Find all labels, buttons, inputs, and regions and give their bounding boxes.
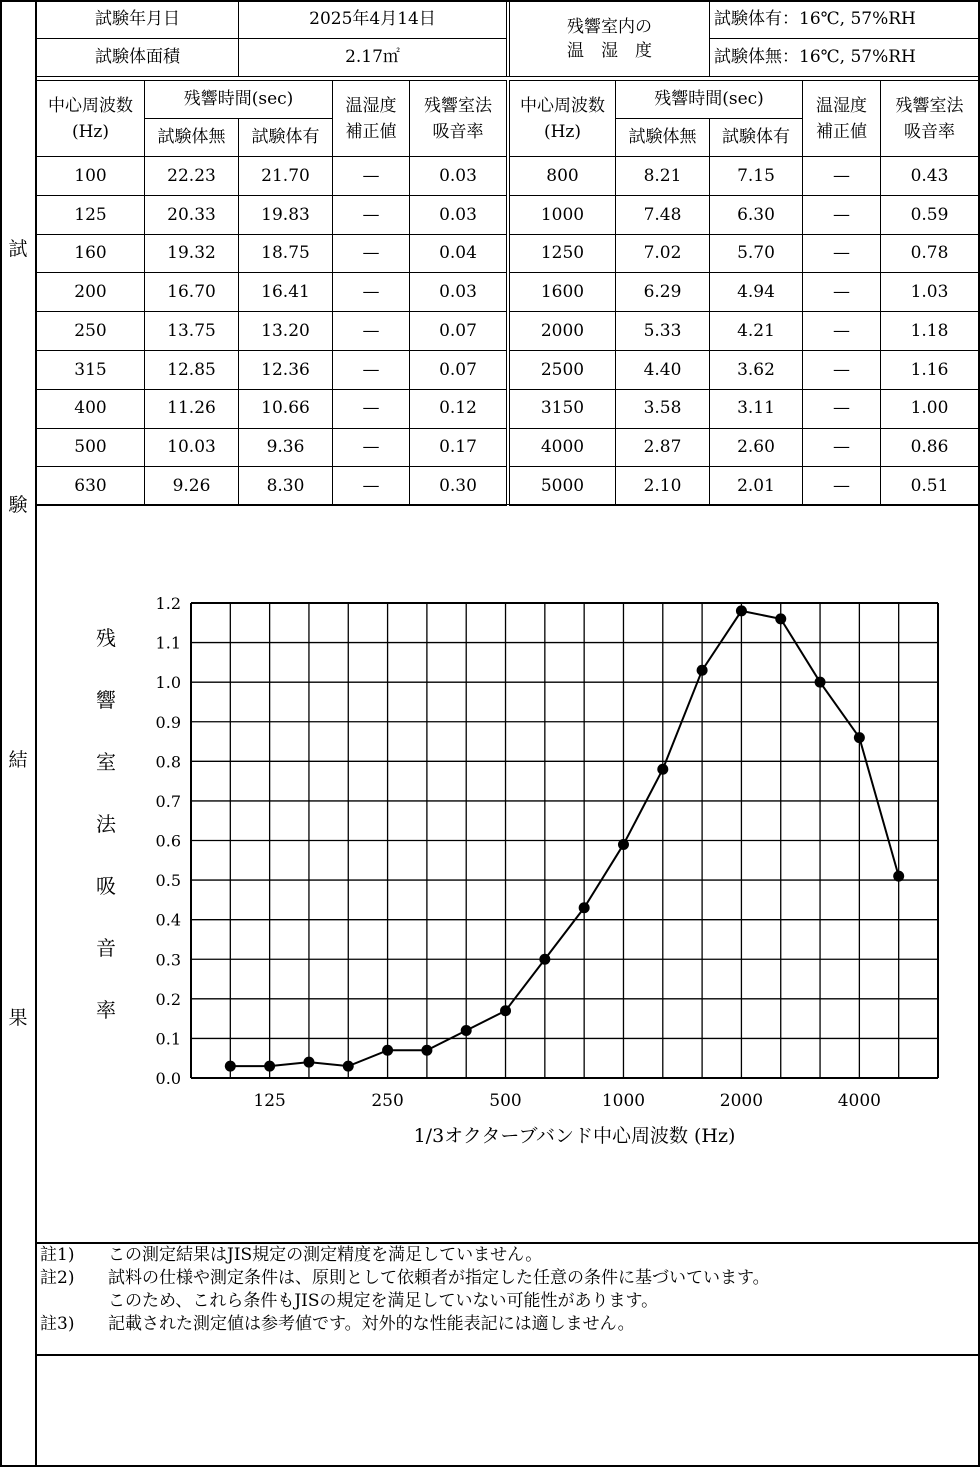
specimen-area-value: 2.17㎡ [239, 39, 507, 77]
x-tick-label: 250 [371, 1091, 404, 1111]
cell-abs: 1.16 [881, 350, 979, 389]
side-label-char: 結 [8, 749, 28, 771]
cell-with: 4.21 [710, 312, 803, 351]
cell-abs: 0.03 [410, 157, 507, 196]
x-tick-label: 2000 [719, 1091, 764, 1111]
cell-with: 19.83 [239, 195, 333, 234]
cell-freq: 630 [37, 467, 145, 506]
cell-without: 9.26 [145, 467, 239, 506]
cell-with: 3.11 [710, 389, 803, 428]
table-row [510, 428, 979, 467]
cell-corr: — [333, 389, 410, 428]
cell-abs: 0.59 [881, 195, 979, 234]
test-info-table [36, 0, 507, 77]
note-text: この測定結果はJIS規定の測定精度を満足していません。 [108, 1245, 543, 1265]
cell-freq: 1000 [510, 195, 616, 234]
cell-freq: 1600 [510, 273, 616, 312]
table-row [510, 389, 979, 428]
side-label-char: 果 [8, 1007, 28, 1029]
y-axis-label-char: 音 [96, 936, 116, 960]
y-axis-label-char: 率 [96, 998, 116, 1022]
cell-without: 5.33 [616, 312, 710, 351]
data-point [854, 732, 865, 743]
cell-with: 8.30 [239, 467, 333, 506]
cell-freq: 400 [37, 389, 145, 428]
cell-abs: 0.86 [881, 428, 979, 467]
cell-abs: 0.51 [881, 467, 979, 506]
cell-without: 13.75 [145, 312, 239, 351]
cell-corr: — [333, 157, 410, 196]
cell-with: 16.41 [239, 273, 333, 312]
absorption-header [410, 81, 507, 157]
y-tick-label: 0.0 [155, 1069, 181, 1088]
cell-freq: 200 [37, 273, 145, 312]
series-line [230, 611, 898, 1066]
test-date-value: 2025年4月14日 [239, 1, 507, 39]
cell-with: 10.66 [239, 389, 333, 428]
data-point [539, 954, 550, 965]
table-row [510, 467, 979, 506]
cell-freq: 315 [37, 350, 145, 389]
cell-abs: 0.03 [410, 195, 507, 234]
cell-corr: — [333, 195, 410, 234]
data-point [461, 1025, 472, 1036]
x-tick-label: 4000 [837, 1091, 882, 1111]
cell-corr: — [803, 195, 881, 234]
cell-freq: 125 [37, 195, 145, 234]
cell-corr: — [803, 350, 881, 389]
y-tick-label: 0.8 [155, 752, 181, 772]
table-row [37, 157, 507, 196]
cell-abs: 1.03 [881, 273, 979, 312]
table-row [37, 389, 507, 428]
cell-without: 16.70 [145, 273, 239, 312]
cell-corr: — [333, 350, 410, 389]
cell-abs: 0.12 [410, 389, 507, 428]
rt-with-header: 試験体有 [239, 119, 333, 157]
y-tick-label: 1.0 [155, 673, 181, 693]
data-table-left [36, 80, 507, 506]
table-row [510, 195, 979, 234]
cell-without: 19.32 [145, 234, 239, 273]
cell-abs: 0.07 [410, 312, 507, 351]
note-item [40, 1244, 976, 1267]
cell-without: 2.87 [616, 428, 710, 467]
table-row [510, 234, 979, 273]
cell-corr: — [333, 312, 410, 351]
correction-header-line1: 温湿度 [345, 95, 397, 116]
cell-without: 22.23 [145, 157, 239, 196]
cell-with: 4.94 [710, 273, 803, 312]
table-row [37, 195, 507, 234]
y-axis-label-char: 吸 [96, 874, 116, 898]
data-point [815, 677, 826, 688]
data-point [775, 613, 786, 624]
cell-corr: — [803, 312, 881, 351]
cell-with: 9.36 [239, 428, 333, 467]
cell-corr: — [803, 389, 881, 428]
freq-header [510, 81, 616, 157]
room-condition-label [510, 1, 710, 77]
table-row [37, 273, 507, 312]
table-row [37, 428, 507, 467]
absorption-header-line1: 残響室法 [424, 95, 493, 116]
freq-header-line2: (Hz) [71, 121, 110, 142]
cell-with: 21.70 [239, 157, 333, 196]
test-date-label: 試験年月日 [37, 1, 239, 39]
cell-with: 18.75 [239, 234, 333, 273]
cell-abs: 0.03 [410, 273, 507, 312]
cell-without: 20.33 [145, 195, 239, 234]
y-tick-label: 0.5 [155, 871, 181, 891]
absorption-header-line2: 吸音率 [904, 121, 956, 142]
table-row [510, 350, 979, 389]
cell-without: 10.03 [145, 428, 239, 467]
absorption-header-line2: 吸音率 [432, 121, 484, 142]
cell-without: 3.58 [616, 389, 710, 428]
table-row [510, 273, 979, 312]
note-item [40, 1267, 976, 1290]
cell-freq: 500 [37, 428, 145, 467]
data-point [500, 1005, 511, 1016]
cell-freq: 160 [37, 234, 145, 273]
room-condition-label-line1: 残響室内の [567, 16, 652, 37]
cell-freq: 100 [37, 157, 145, 196]
absorption-chart [36, 520, 976, 1170]
x-tick-label: 500 [489, 1091, 522, 1111]
cell-corr: — [803, 157, 881, 196]
table-row [37, 467, 507, 506]
data-point [343, 1061, 354, 1072]
rt-without-header: 試験体無 [616, 119, 710, 157]
cell-with: 2.60 [710, 428, 803, 467]
x-tick-label: 1000 [601, 1091, 646, 1111]
y-axis-label-char: 室 [96, 750, 116, 774]
y-axis-label-char: 法 [96, 812, 116, 836]
data-point [893, 871, 904, 882]
cell-abs: 0.43 [881, 157, 979, 196]
x-axis-label: 1/3オクターブバンド中心周波数 (Hz) [413, 1125, 736, 1147]
without-specimen-condition: 試験体無：16℃, 57%RH [710, 39, 979, 77]
cell-with: 13.20 [239, 312, 333, 351]
correction-header-line2: 補正値 [345, 121, 397, 142]
note-tag [40, 1290, 108, 1313]
notes-section [40, 1244, 976, 1336]
table-row [510, 157, 979, 196]
freq-header [37, 81, 145, 157]
correction-header [333, 81, 410, 157]
cell-freq: 3150 [510, 389, 616, 428]
cell-freq: 4000 [510, 428, 616, 467]
cell-with: 5.70 [710, 234, 803, 273]
cell-corr: — [803, 273, 881, 312]
cell-abs: 1.00 [881, 389, 979, 428]
cell-with: 6.30 [710, 195, 803, 234]
room-condition-table [509, 0, 979, 77]
cell-abs: 0.04 [410, 234, 507, 273]
note-item [40, 1290, 976, 1313]
absorption-header-line1: 残響室法 [895, 95, 964, 116]
cell-without: 8.21 [616, 157, 710, 196]
cell-corr: — [333, 234, 410, 273]
cell-corr: — [333, 428, 410, 467]
note-tag: 註1) [40, 1245, 75, 1265]
cell-freq: 2000 [510, 312, 616, 351]
y-tick-label: 0.4 [155, 910, 181, 930]
cell-corr: — [333, 273, 410, 312]
cell-abs: 0.17 [410, 428, 507, 467]
cell-freq: 1250 [510, 234, 616, 273]
data-point [657, 764, 668, 775]
cell-with: 7.15 [710, 157, 803, 196]
side-label-char: 験 [8, 494, 28, 516]
cell-without: 6.29 [616, 273, 710, 312]
freq-header-line1: 中心周波数 [520, 95, 605, 116]
correction-header-line1: 温湿度 [816, 95, 868, 116]
reverberation-time-header: 残響時間(sec) [616, 81, 803, 119]
reverberation-time-header: 残響時間(sec) [145, 81, 333, 119]
side-label-char: 試 [8, 238, 28, 260]
data-table-right [509, 80, 979, 506]
y-tick-label: 0.3 [155, 950, 181, 970]
cell-with: 12.36 [239, 350, 333, 389]
specimen-area-label: 試験体面積 [37, 39, 239, 77]
cell-without: 7.02 [616, 234, 710, 273]
correction-header-line2: 補正値 [816, 121, 868, 142]
data-point [421, 1045, 432, 1056]
cell-corr: — [803, 428, 881, 467]
absorption-header [881, 81, 979, 157]
data-point [579, 902, 590, 913]
freq-header-line2: (Hz) [543, 121, 582, 142]
rt-without-header: 試験体無 [145, 119, 239, 157]
note-text: 記載された測定値は参考値です。対外的な性能表記には適しません。 [108, 1314, 635, 1334]
correction-header [803, 81, 881, 157]
y-tick-label: 1.1 [155, 633, 181, 653]
data-point [225, 1061, 236, 1072]
cell-without: 4.40 [616, 350, 710, 389]
data-point [382, 1045, 393, 1056]
y-tick-label: 0.6 [155, 831, 181, 851]
cell-without: 12.85 [145, 350, 239, 389]
cell-abs: 0.78 [881, 234, 979, 273]
note-text: 試料の仕様や測定条件は、原則として依頼者が指定した任意の条件に基づいています。 [108, 1268, 770, 1288]
with-specimen-condition: 試験体有：16℃, 57%RH [710, 1, 979, 39]
table-row [510, 312, 979, 351]
room-condition-label-line2: 温 湿 度 [567, 40, 652, 61]
table-row [37, 350, 507, 389]
cell-corr: — [333, 467, 410, 506]
cell-without: 11.26 [145, 389, 239, 428]
cell-abs: 0.07 [410, 350, 507, 389]
table-row [37, 312, 507, 351]
y-tick-label: 0.7 [155, 791, 181, 811]
y-tick-label: 0.2 [155, 989, 181, 1009]
data-point [736, 605, 747, 616]
cell-with: 2.01 [710, 467, 803, 506]
y-tick-label: 0.9 [155, 712, 181, 732]
rt-with-header: 試験体有 [710, 119, 803, 157]
cell-corr: — [803, 234, 881, 273]
cell-without: 2.10 [616, 467, 710, 506]
data-point [303, 1057, 314, 1068]
cell-without: 7.48 [616, 195, 710, 234]
cell-abs: 1.18 [881, 312, 979, 351]
cell-freq: 5000 [510, 467, 616, 506]
note-tag: 註3) [40, 1314, 75, 1334]
cell-with: 3.62 [710, 350, 803, 389]
data-point [264, 1061, 275, 1072]
table-top-rule [36, 76, 978, 77]
notes-bottom-rule [36, 1354, 978, 1356]
y-tick-label: 1.2 [155, 594, 181, 613]
y-tick-label: 0.1 [155, 1029, 181, 1049]
cell-freq: 2500 [510, 350, 616, 389]
data-point [697, 665, 708, 676]
x-tick-label: 125 [253, 1091, 286, 1111]
cell-freq: 250 [37, 312, 145, 351]
note-text: このため、これら条件もJISの規定を満足していない可能性があります。 [108, 1291, 659, 1311]
table-bottom-rule [36, 504, 978, 505]
note-tag: 註2) [40, 1268, 75, 1288]
y-axis-label-char: 響 [96, 688, 116, 712]
freq-header-line1: 中心周波数 [48, 95, 133, 116]
cell-abs: 0.30 [410, 467, 507, 506]
cell-corr: — [803, 467, 881, 506]
cell-freq: 800 [510, 157, 616, 196]
data-point [618, 839, 629, 850]
y-axis-label-char: 残 [96, 626, 116, 650]
table-row [37, 234, 507, 273]
note-item [40, 1313, 976, 1336]
